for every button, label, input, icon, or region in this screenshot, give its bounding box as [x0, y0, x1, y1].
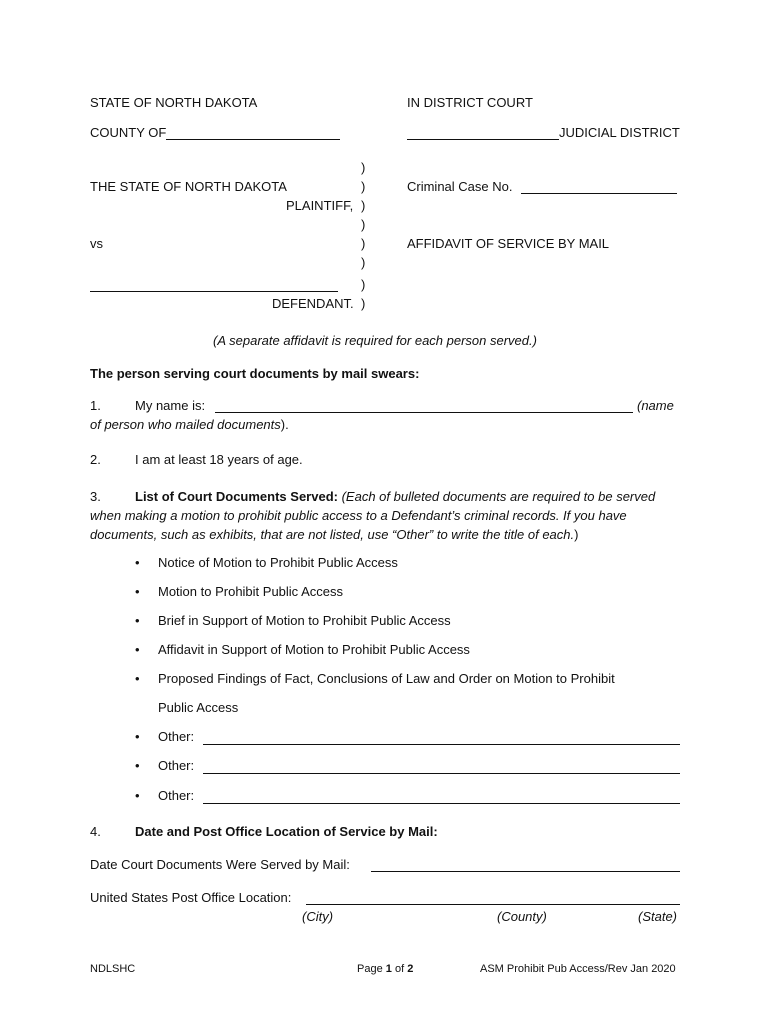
documents-instructions-1: (Each of bulleted documents are required to be served	[341, 489, 656, 504]
name-field[interactable]	[215, 412, 633, 413]
item-2-number: 2.	[90, 452, 101, 467]
plaintiff-name: THE STATE OF NORTH DAKOTA	[90, 179, 287, 194]
county-label: COUNTY OF	[90, 125, 167, 140]
other-label: Other:	[158, 758, 195, 773]
name-label: My name is:	[135, 398, 206, 413]
service-location-title: Date and Post Office Location of Service by Mail:	[135, 824, 438, 839]
bullet-icon: •	[135, 758, 140, 773]
case-number-label: Criminal Case No.	[407, 179, 513, 194]
caption-paren: )	[361, 296, 366, 311]
service-date-label: Date Court Documents Were Served by Mail:	[90, 857, 350, 872]
bullet-icon: •	[135, 729, 140, 744]
bullet-icon: •	[135, 788, 140, 803]
intro-statement: The person serving court documents by mail swears:	[90, 366, 420, 381]
case-number-field[interactable]	[521, 193, 677, 194]
documents-served-title: List of Court Documents Served:	[135, 489, 338, 504]
caption-paren: )	[361, 198, 366, 213]
state-heading: STATE OF NORTH DAKOTA	[90, 95, 258, 110]
defendant-name-field[interactable]	[90, 291, 338, 292]
page-of: of	[394, 963, 405, 975]
city-caption: (City)	[302, 909, 334, 924]
age-statement: I am at least 18 years of age.	[135, 452, 303, 467]
bullet-icon: •	[135, 613, 140, 628]
bullet-icon: •	[135, 671, 140, 686]
plaintiff-label: PLAINTIFF,	[286, 198, 354, 213]
defendant-label: DEFENDANT.	[272, 296, 354, 311]
bullet-item: Notice of Motion to Prohibit Public Access	[158, 555, 398, 570]
name-hint-end: ).	[280, 417, 289, 432]
page-prefix: Page	[357, 963, 383, 975]
bullet-icon: •	[135, 642, 140, 657]
service-date-field[interactable]	[371, 871, 680, 872]
court-heading: IN DISTRICT COURT	[407, 95, 533, 110]
page-number: 1	[385, 963, 392, 975]
bullet-icon: •	[135, 555, 140, 570]
other-document-field[interactable]	[203, 773, 680, 774]
item-3-number: 3.	[90, 489, 101, 504]
item-1-number: 1.	[90, 398, 101, 413]
page-indicator	[357, 963, 413, 975]
county-caption: (County)	[497, 909, 547, 924]
documents-instructions-3: documents, such as exhibits, that are not listed, use “Other” to write the title of each.	[90, 527, 575, 542]
vs-label: vs	[90, 236, 103, 251]
county-blank-field[interactable]	[166, 139, 340, 140]
post-office-label: United States Post Office Location:	[90, 890, 292, 905]
bullet-item: Motion to Prohibit Public Access	[158, 584, 343, 599]
caption-paren: )	[361, 179, 366, 194]
other-document-field[interactable]	[203, 744, 680, 745]
district-blank-field[interactable]	[407, 139, 559, 140]
bullet-item-continued: Public Access	[158, 700, 239, 715]
caption-paren: )	[361, 255, 366, 270]
name-hint-text: of person who mailed documents	[90, 417, 281, 432]
other-label: Other:	[158, 729, 195, 744]
page-total: 2	[407, 963, 414, 975]
state-caption: (State)	[638, 909, 678, 924]
caption-paren: )	[361, 217, 366, 232]
documents-instructions-end: )	[574, 527, 579, 542]
footer-form-id: ASM Prohibit Pub Access/Rev Jan 2020	[480, 963, 676, 975]
post-office-field[interactable]	[306, 904, 680, 905]
item-3-line1	[135, 489, 655, 504]
documents-instructions-2: when making a motion to prohibit public access to a Defendant’s criminal records. If you have	[90, 508, 627, 523]
bullet-icon: •	[135, 584, 140, 599]
separate-affidavit-note: (A separate affidavit is required for each person served.)	[213, 333, 537, 348]
item-4-number: 4.	[90, 824, 101, 839]
bullet-item: Brief in Support of Motion to Prohibit Public Access	[158, 613, 451, 628]
item-3-line3	[90, 527, 578, 542]
bullet-item: Proposed Findings of Fact, Conclusions of Law and Order on Motion to Prohibit	[158, 671, 615, 686]
footer-org: NDLSHC	[90, 963, 136, 975]
caption-paren: )	[361, 160, 366, 175]
caption-paren: )	[361, 277, 366, 292]
caption-paren: )	[361, 236, 366, 251]
other-label: Other:	[158, 788, 195, 803]
bullet-item: Affidavit in Support of Motion to Prohibit Public Access	[158, 642, 470, 657]
name-hint: (name	[637, 398, 674, 413]
name-hint-line2	[90, 417, 289, 432]
other-document-field[interactable]	[203, 803, 680, 804]
district-label: JUDICIAL DISTRICT	[559, 125, 680, 140]
document-title: AFFIDAVIT OF SERVICE BY MAIL	[407, 236, 610, 251]
